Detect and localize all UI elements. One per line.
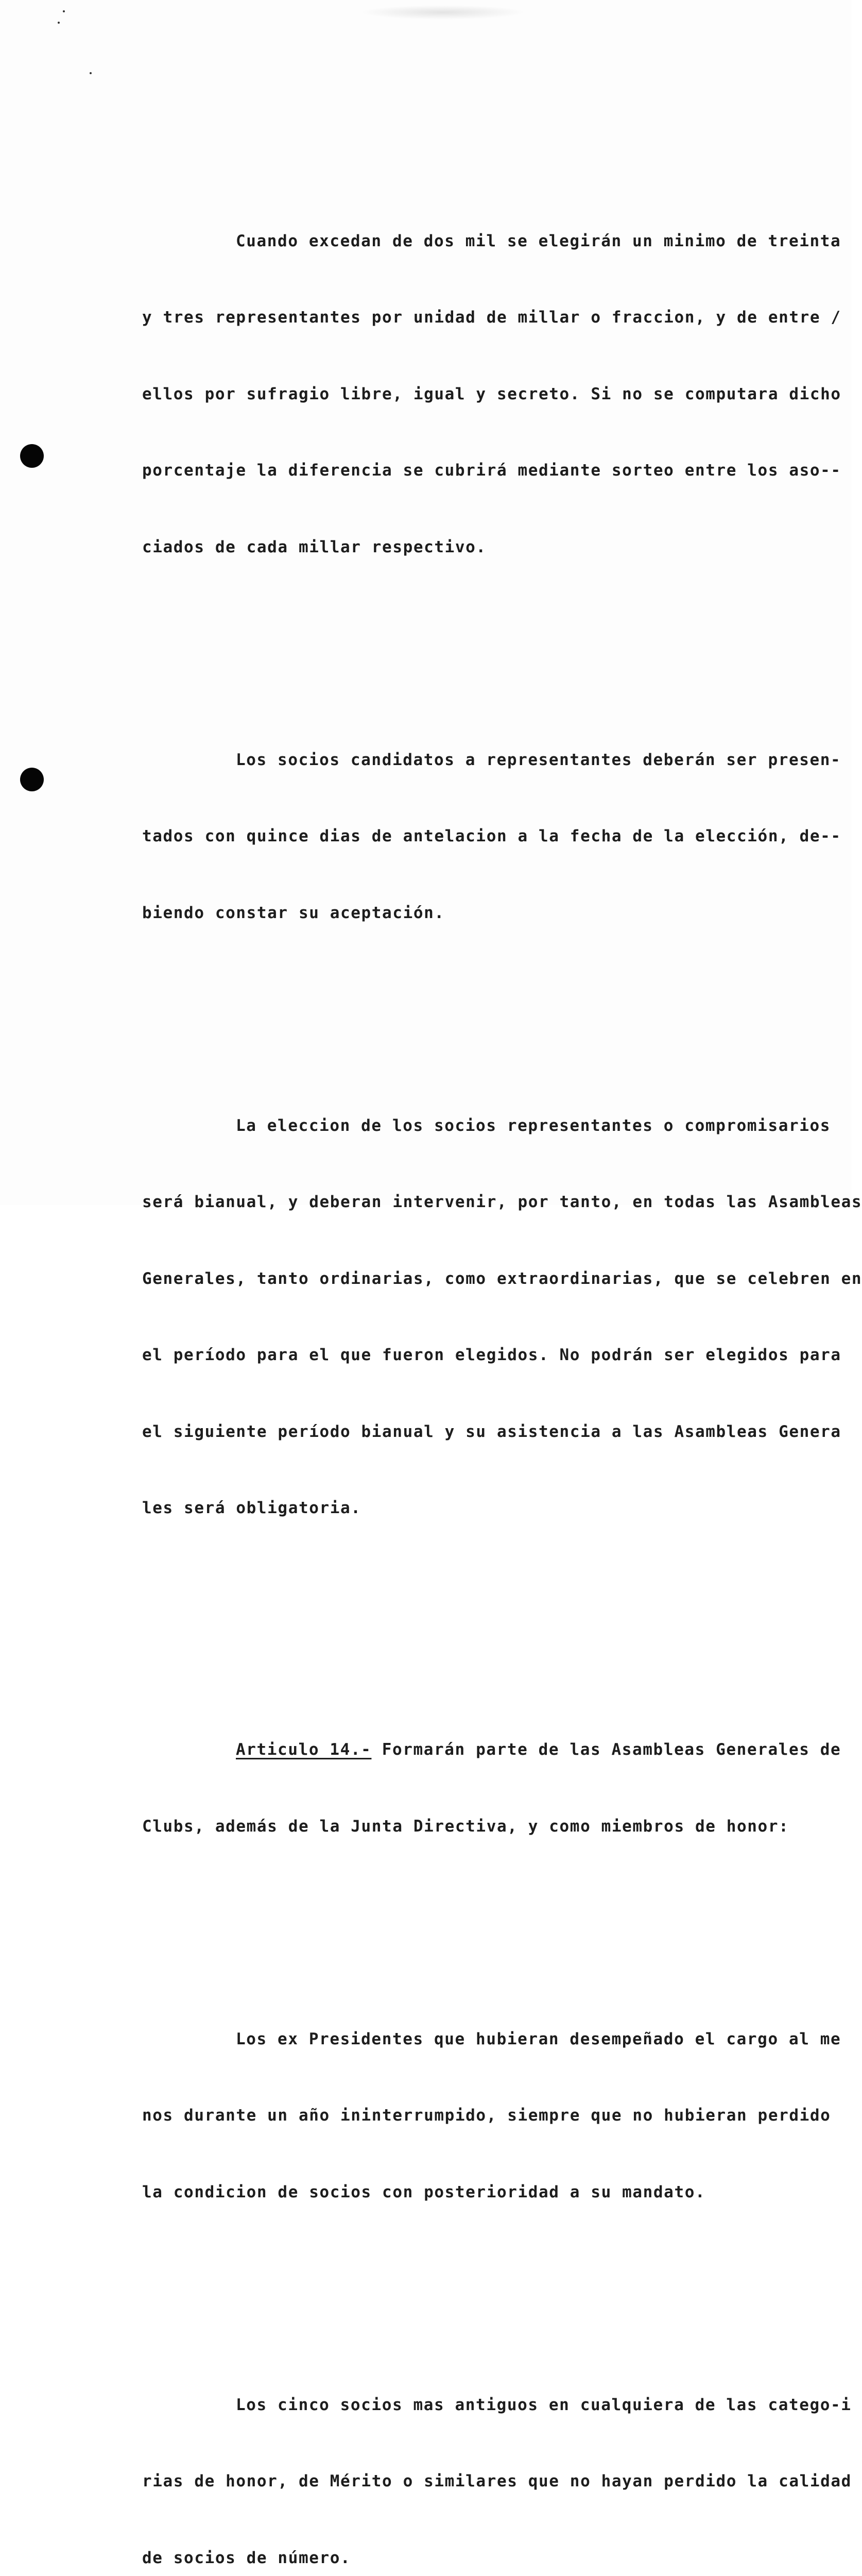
article-14-item: [142, 1976, 832, 2257]
punch-hole: [20, 444, 44, 468]
text-line: La eleccion de los socios representantes o compromisarios: [142, 1113, 832, 1139]
text-line: nos durante un año ininterrumpido, siempre que no hubieran perdido: [142, 2103, 832, 2129]
article-14-title: Articulo 14.-: [236, 1740, 371, 1759]
text-line: Cuando excedan de dos mil se elegirán un minimo de treinta: [142, 229, 832, 255]
scan-speck: [63, 10, 65, 12]
text-line: rias de honor, de Mérito o similares que no hayan perdido la calidad: [142, 2469, 832, 2495]
text-line: la condicion de socios con posterioridad a su mandato.: [142, 2180, 832, 2206]
document-page: [0, 0, 852, 1205]
scan-speck: [90, 72, 92, 74]
article-14: [142, 1686, 832, 1890]
paragraph: [142, 178, 832, 612]
text-line: ellos por sufragio libre, igual y secreto. Si no se computara dicho: [142, 382, 832, 408]
text-line: tados con quince dias de antelacion a la fecha de la elección, de--: [142, 824, 832, 850]
text-line: el período para el que fueron elegidos. No podrán ser elegidos para: [142, 1343, 832, 1368]
text-line: y tres representantes por unidad de millar o fraccion, y de entre /: [142, 305, 832, 331]
text-line: Los ex Presidentes que hubieran desempeñado el cargo al me: [142, 2027, 832, 2053]
text-line: será bianual, y deberan intervenir, por tanto, en todas las Asambleas: [142, 1190, 832, 1215]
article-14-first-line: [142, 1737, 832, 1763]
paragraph: [142, 697, 832, 977]
text-line: de socios de número.: [142, 2546, 832, 2571]
paragraph: [142, 1062, 832, 1572]
scan-smudge: [360, 5, 525, 20]
text-line: ciados de cada millar respectivo.: [142, 535, 832, 561]
text-line: biendo constar su aceptación.: [142, 901, 832, 926]
article-14-item: [142, 2342, 832, 2576]
scan-speck: [58, 22, 60, 24]
text-line: el siguiente período bianual y su asistencia a las Asambleas Genera: [142, 1419, 832, 1445]
text-line: les será obligatoria.: [142, 1496, 832, 1521]
text-line: Generales, tanto ordinarias, como extraordinarias, que se celebren en: [142, 1266, 832, 1292]
text-line: Clubs, además de la Junta Directiva, y como miembros de honor:: [142, 1814, 832, 1840]
text-line: Formarán parte de las Asambleas Generales de: [371, 1740, 841, 1759]
text-line: porcentaje la diferencia se cubrirá mediante sorteo entre los aso--: [142, 458, 832, 484]
document-body: [142, 101, 832, 2576]
text-line: Los socios candidatos a representantes deberán ser presen-: [142, 748, 832, 773]
text-line: Los cinco socios mas antiguos en cualquiera de las catego-i: [142, 2393, 832, 2418]
punch-hole: [20, 768, 44, 791]
